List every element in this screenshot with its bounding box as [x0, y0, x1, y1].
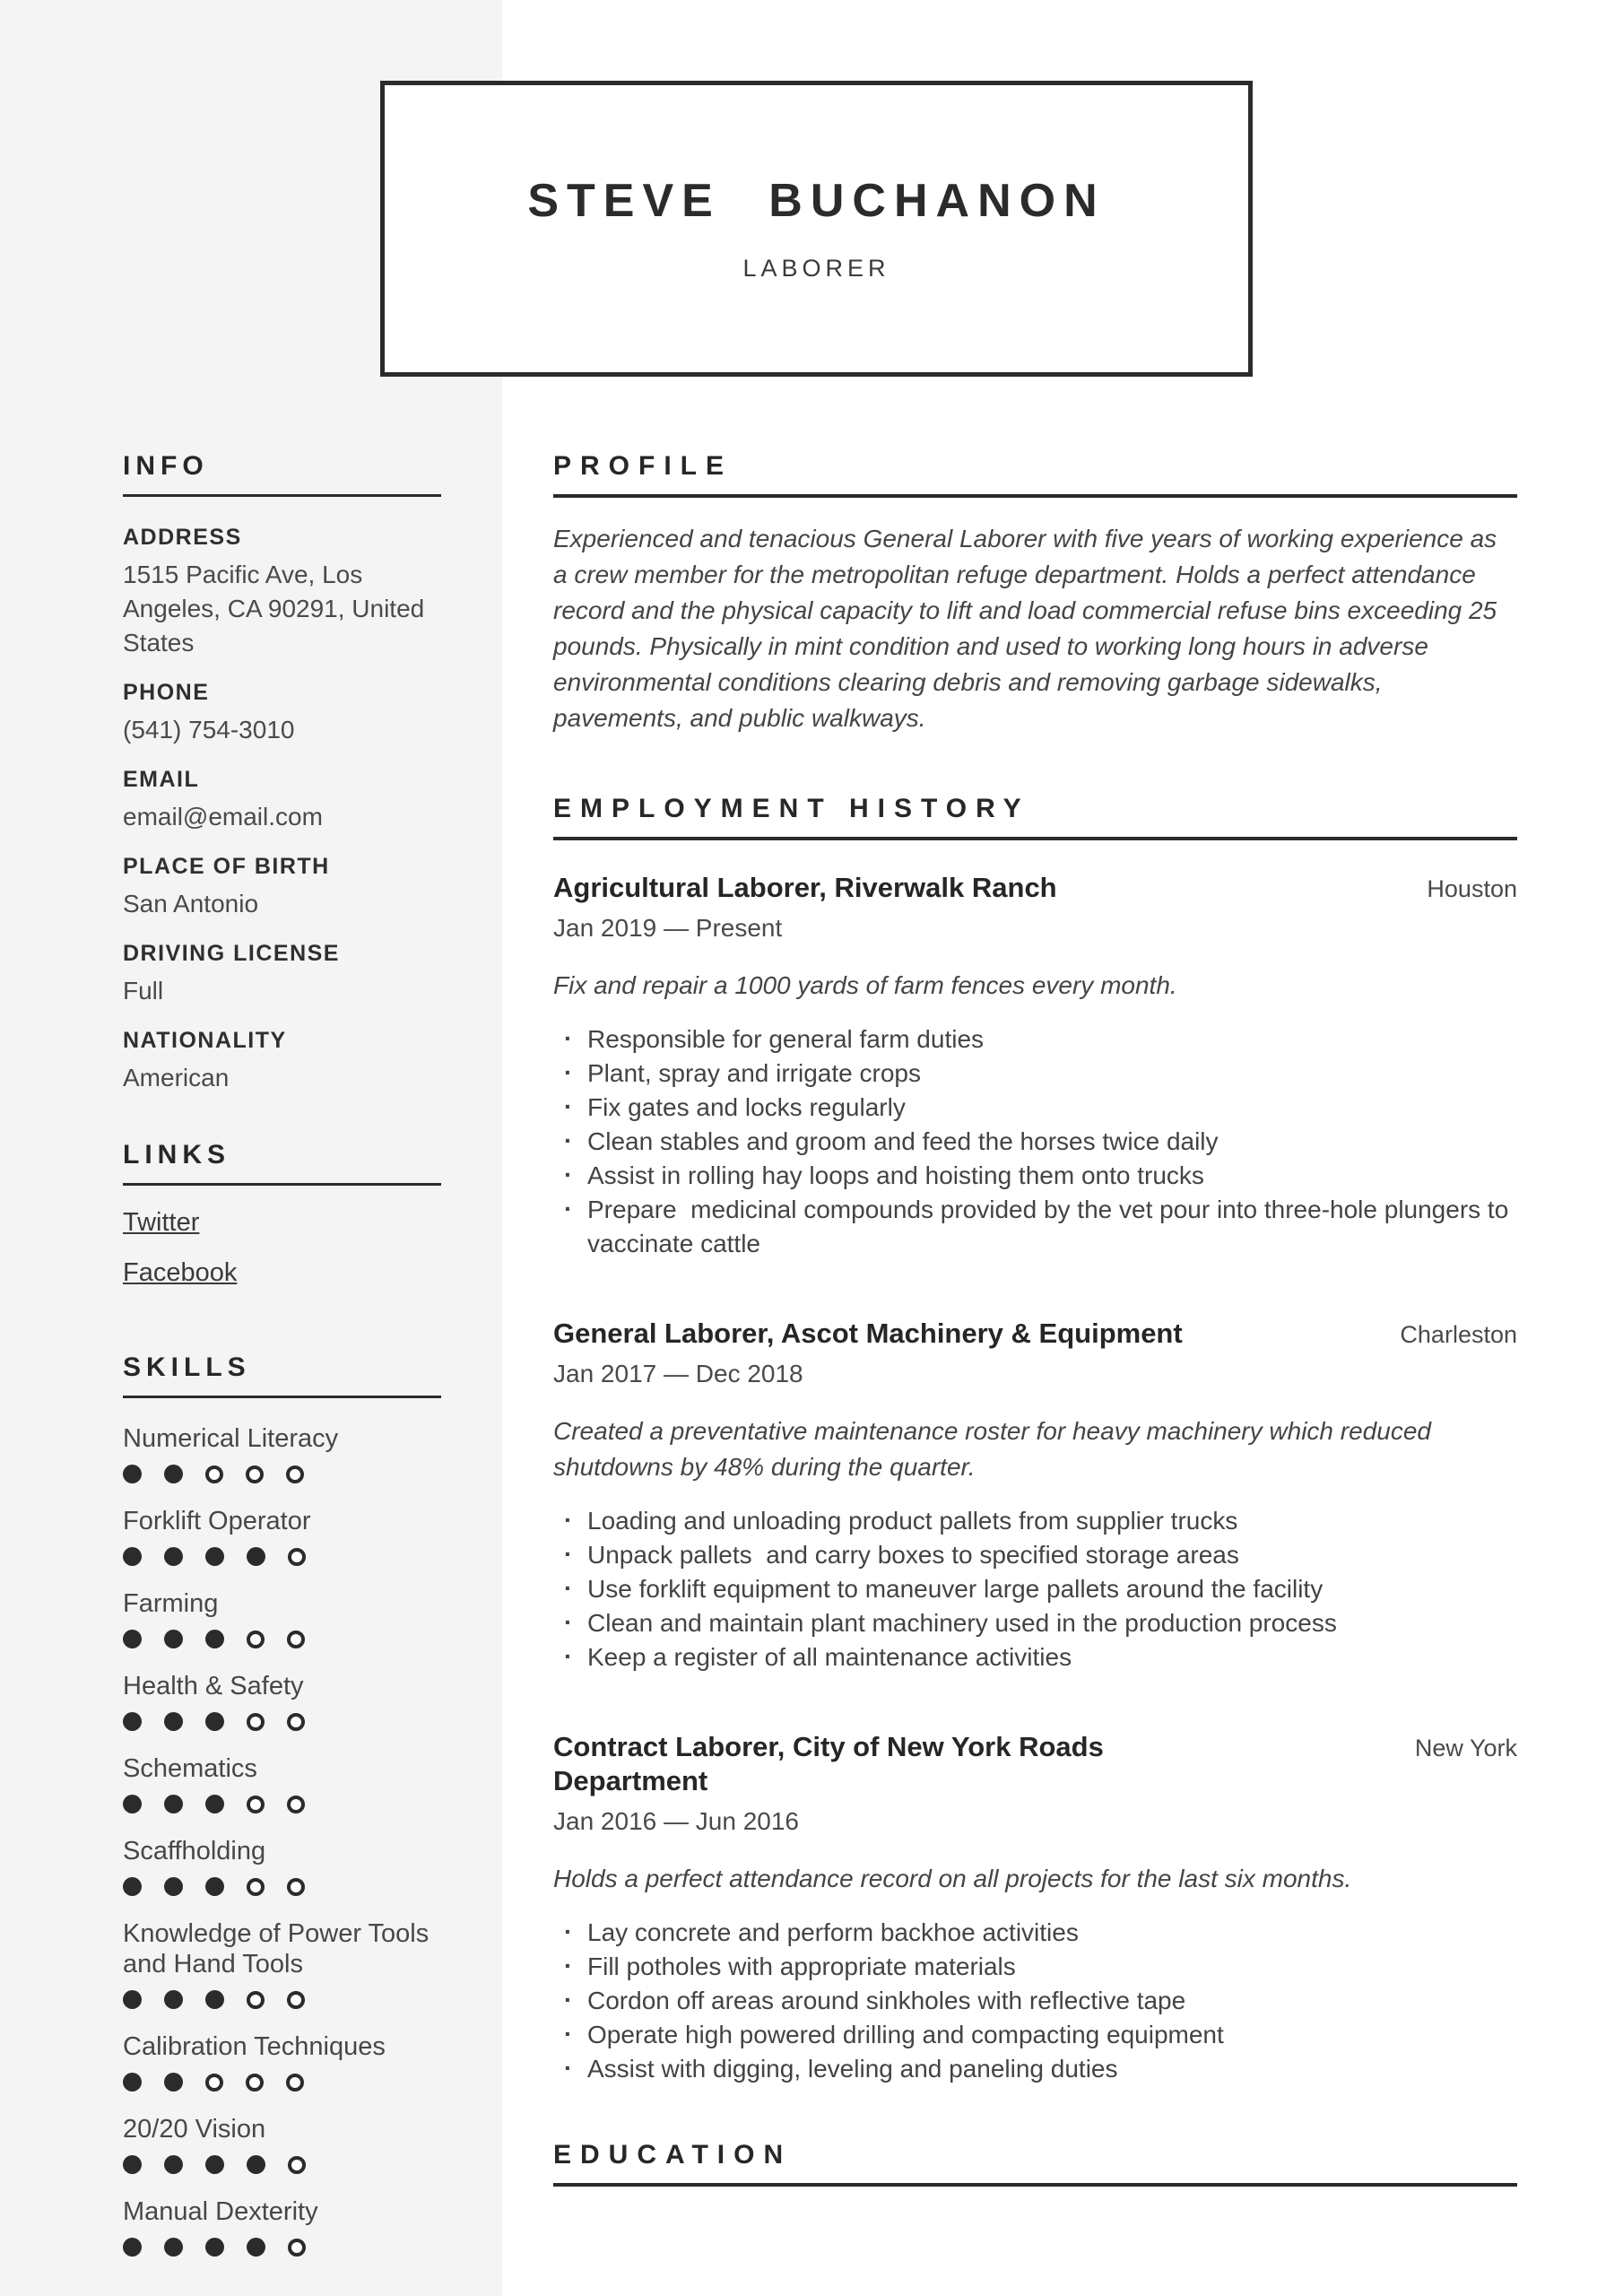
skills-list — [123, 1423, 441, 2257]
job-header — [553, 1317, 1517, 1351]
job-bullet: · Responsible for general farm duties — [553, 1022, 1517, 1057]
skill-dot-filled — [123, 1712, 142, 1731]
skill-item — [123, 1836, 441, 1896]
skill-dot-filled — [164, 2238, 183, 2257]
skill-dot-filled — [164, 2155, 183, 2174]
skill-rating — [123, 1547, 441, 1566]
skill-dot-empty — [287, 1631, 305, 1648]
skill-dot-filled — [123, 1630, 142, 1648]
skill-dot-filled — [164, 1877, 183, 1896]
skill-dot-filled — [123, 1547, 142, 1566]
job-location: Houston — [1427, 875, 1517, 902]
skill-name: Scaffholding — [123, 1837, 266, 1866]
profile-heading: PROFILE — [553, 451, 733, 481]
skill-dot-filled — [164, 1712, 183, 1731]
skills-divider — [123, 1396, 441, 1398]
header-box — [380, 81, 1253, 377]
info-field-label: EMAIL — [123, 767, 200, 792]
info-field — [123, 524, 441, 660]
job-title: Contract Laborer, City of New York Roads Department — [553, 1731, 1104, 1796]
skill-dot-filled — [205, 2155, 224, 2174]
skill-dot-filled — [164, 1990, 183, 2009]
skill-name: 20/20 Vision — [123, 2115, 266, 2144]
skill-dot-empty — [287, 1991, 305, 2009]
skill-item — [123, 1671, 441, 1731]
employment-heading: EMPLOYMENT HISTORY — [553, 794, 1030, 823]
skill-dot-filled — [123, 1465, 142, 1483]
info-heading: INFO — [123, 451, 209, 481]
sidebar-link[interactable]: Twitter — [123, 1208, 200, 1237]
job-bullet: · Plant, spray and irrigate crops — [553, 1057, 1517, 1091]
skill-dot-filled — [123, 1990, 142, 2009]
skill-dot-filled — [164, 2073, 183, 2092]
info-field-value: San Antonio — [123, 890, 259, 918]
info-divider — [123, 494, 441, 497]
education-section — [553, 2142, 1517, 2187]
skill-dot-filled — [123, 1795, 142, 1813]
info-field-value: (541) 754-3010 — [123, 716, 295, 744]
skill-dot-empty — [287, 1713, 305, 1731]
job-summary: Created a preventative maintenance roster for heavy machinery which reduced shutdowns by 48% during the quarter. — [553, 1417, 1438, 1481]
skill-dot-empty — [247, 1796, 265, 1813]
skill-dot-filled — [164, 1547, 183, 1566]
info-field — [123, 766, 441, 834]
skill-dot-empty — [287, 1796, 305, 1813]
skill-dot-filled — [205, 1712, 224, 1731]
skill-dot-empty — [247, 1991, 265, 2009]
skill-dot-filled — [205, 2238, 224, 2257]
skill-rating — [123, 1630, 441, 1648]
job-dates: Jan 2016 — Jun 2016 — [553, 1807, 799, 1835]
job-location: Charleston — [1400, 1321, 1517, 1348]
skill-name: Forklift Operator — [123, 1507, 311, 1535]
job-bullet: · Clean and maintain plant machinery used in the production process — [553, 1606, 1517, 1640]
job-bullet: · Fix gates and locks regularly — [553, 1091, 1517, 1125]
skill-dot-filled — [123, 2155, 142, 2174]
job-bullet: · Assist with digging, leveling and paneling duties — [553, 2052, 1517, 2086]
education-heading: EDUCATION — [553, 2140, 793, 2170]
info-field-label: PLACE OF BIRTH — [123, 854, 330, 879]
skill-item — [123, 2196, 441, 2257]
skills-section — [123, 1354, 441, 2257]
skill-dot-empty — [205, 1465, 223, 1483]
skill-item — [123, 2114, 441, 2174]
info-field-label: PHONE — [123, 680, 210, 705]
skill-dot-filled — [247, 1547, 265, 1566]
skill-rating — [123, 2073, 441, 2092]
skill-dot-empty — [288, 1548, 306, 1566]
job-summary: Holds a perfect attendance record on all projects for the last six months. — [553, 1865, 1352, 1892]
skill-dot-filled — [205, 1877, 224, 1896]
links-heading: LINKS — [123, 1140, 230, 1170]
employment-divider — [553, 837, 1517, 840]
skill-dot-empty — [205, 2074, 223, 2092]
info-field — [123, 1027, 441, 1095]
skills-heading: SKILLS — [123, 1352, 251, 1382]
info-field-value: Full — [123, 977, 164, 1004]
skill-dot-filled — [123, 2073, 142, 2092]
info-field-value: American — [123, 1064, 230, 1091]
job-bullets — [553, 1916, 1517, 2086]
skill-dot-filled — [247, 2155, 265, 2174]
skill-name: Numerical Literacy — [123, 1424, 339, 1453]
skill-dot-empty — [246, 1465, 264, 1483]
job-bullet: · Fill potholes with appropriate materials — [553, 1950, 1517, 1984]
jobs-list — [553, 871, 1544, 2086]
job-bullet: · Prepare medicinal compounds provided by the vet pour into three-hole plungers to vaccinate cattle — [553, 1193, 1517, 1261]
skill-dot-empty — [247, 1878, 265, 1896]
skill-dot-filled — [164, 1795, 183, 1813]
info-field-label: DRIVING LICENSE — [123, 941, 340, 966]
skill-dot-empty — [287, 1878, 305, 1896]
info-field-label: NATIONALITY — [123, 1028, 287, 1053]
job-bullet: · Lay concrete and perform backhoe activities — [553, 1916, 1517, 1950]
job-title: General Laborer, Ascot Machinery & Equipment — [553, 1318, 1183, 1349]
skill-dot-empty — [286, 1465, 304, 1483]
skill-dot-filled — [205, 1990, 224, 2009]
skill-dot-filled — [164, 1465, 183, 1483]
skill-dot-filled — [205, 1547, 224, 1566]
skill-item — [123, 2031, 441, 2092]
job-bullet: · Loading and unloading product pallets from supplier trucks — [553, 1504, 1517, 1538]
profile-divider — [553, 494, 1517, 498]
info-field-value: email@email.com — [123, 803, 323, 831]
links-section — [123, 1142, 441, 1308]
profile-section — [553, 453, 1517, 736]
info-field-value: 1515 Pacific Ave, Los Angeles, CA 90291, United States — [123, 561, 425, 657]
skill-rating — [123, 1795, 441, 1813]
job-bullet: · Clean stables and groom and feed the horses twice daily — [553, 1125, 1517, 1159]
skill-rating — [123, 2238, 441, 2257]
skill-item — [123, 1918, 441, 2009]
job-bullet: · Use forklift equipment to maneuver large pallets around the facility — [553, 1572, 1517, 1606]
skill-name: Calibration Techniques — [123, 2032, 386, 2061]
job-dates: Jan 2017 — Dec 2018 — [553, 1360, 803, 1387]
skill-dot-filled — [123, 1877, 142, 1896]
job-bullet: · Unpack pallets and carry boxes to specified storage areas — [553, 1538, 1517, 1572]
skill-dot-empty — [246, 2074, 264, 2092]
skill-rating — [123, 1465, 441, 1483]
person-title: LABORER — [742, 254, 890, 282]
skill-rating — [123, 1712, 441, 1731]
skill-item — [123, 1753, 441, 1813]
skill-dot-empty — [288, 2239, 306, 2257]
job-header — [553, 871, 1517, 905]
job-bullet: · Operate high powered drilling and compacting equipment — [553, 2018, 1517, 2052]
skill-dot-filled — [247, 2238, 265, 2257]
skill-dot-filled — [164, 1630, 183, 1648]
job-entry — [553, 1317, 1517, 1674]
person-name: STEVE BUCHANON — [527, 174, 1106, 227]
skill-rating — [123, 2155, 441, 2174]
skill-rating — [123, 1877, 441, 1896]
skill-rating — [123, 1990, 441, 2009]
job-title: Agricultural Laborer, Riverwalk Ranch — [553, 872, 1057, 903]
info-field — [123, 853, 441, 921]
links-divider — [123, 1183, 441, 1186]
employment-section — [553, 794, 1544, 2086]
skill-dot-empty — [286, 2074, 304, 2092]
info-fields — [123, 524, 441, 1095]
skill-item — [123, 1588, 441, 1648]
job-entry — [553, 871, 1544, 1261]
sidebar-link[interactable]: Facebook — [123, 1258, 238, 1287]
job-location: New York — [1414, 1735, 1517, 1761]
info-field-label: ADDRESS — [123, 525, 242, 550]
job-summary: Fix and repair a 1000 yards of farm fences every month. — [553, 971, 1177, 999]
info-field — [123, 679, 441, 747]
skill-name: Schematics — [123, 1754, 257, 1783]
skill-item — [123, 1423, 441, 1483]
skill-dot-empty — [288, 2156, 306, 2174]
job-dates: Jan 2019 — Present — [553, 914, 783, 942]
links-list — [123, 1207, 441, 1308]
skill-dot-empty — [247, 1631, 265, 1648]
job-bullets — [553, 1022, 1544, 1261]
profile-text: Experienced and tenacious General Laborer with five years of working experience as a crew member for the metropolitan refuge department. Holds a perfect attendance record and the physical capacity to lift and load commercial refuse bins exceeding 25 pounds. Physically in mint condition and used to working long hours in adverse environmental conditions clearing debris and removing garbage sidewalks, pavements, and public walkways. — [553, 525, 1504, 732]
skill-dot-filled — [205, 1630, 224, 1648]
job-entry — [553, 1730, 1517, 2086]
skill-name: Manual Dexterity — [123, 2197, 318, 2226]
info-field — [123, 940, 441, 1008]
skill-dot-empty — [247, 1713, 265, 1731]
skill-dot-filled — [123, 2238, 142, 2257]
job-bullet: · Keep a register of all maintenance activities — [553, 1640, 1517, 1674]
job-bullet: · Assist in rolling hay loops and hoisting them onto trucks — [553, 1159, 1517, 1193]
job-bullet: · Cordon off areas around sinkholes with reflective tape — [553, 1984, 1517, 2018]
skill-name: Farming — [123, 1589, 219, 1618]
education-divider — [553, 2183, 1517, 2187]
skill-item — [123, 1506, 441, 1566]
skill-name: Knowledge of Power Tools and Hand Tools — [123, 1919, 430, 1979]
skill-name: Health & Safety — [123, 1672, 304, 1700]
info-section — [123, 453, 441, 1095]
job-bullets — [553, 1504, 1517, 1674]
job-header — [553, 1730, 1517, 1798]
skill-dot-filled — [205, 1795, 224, 1813]
